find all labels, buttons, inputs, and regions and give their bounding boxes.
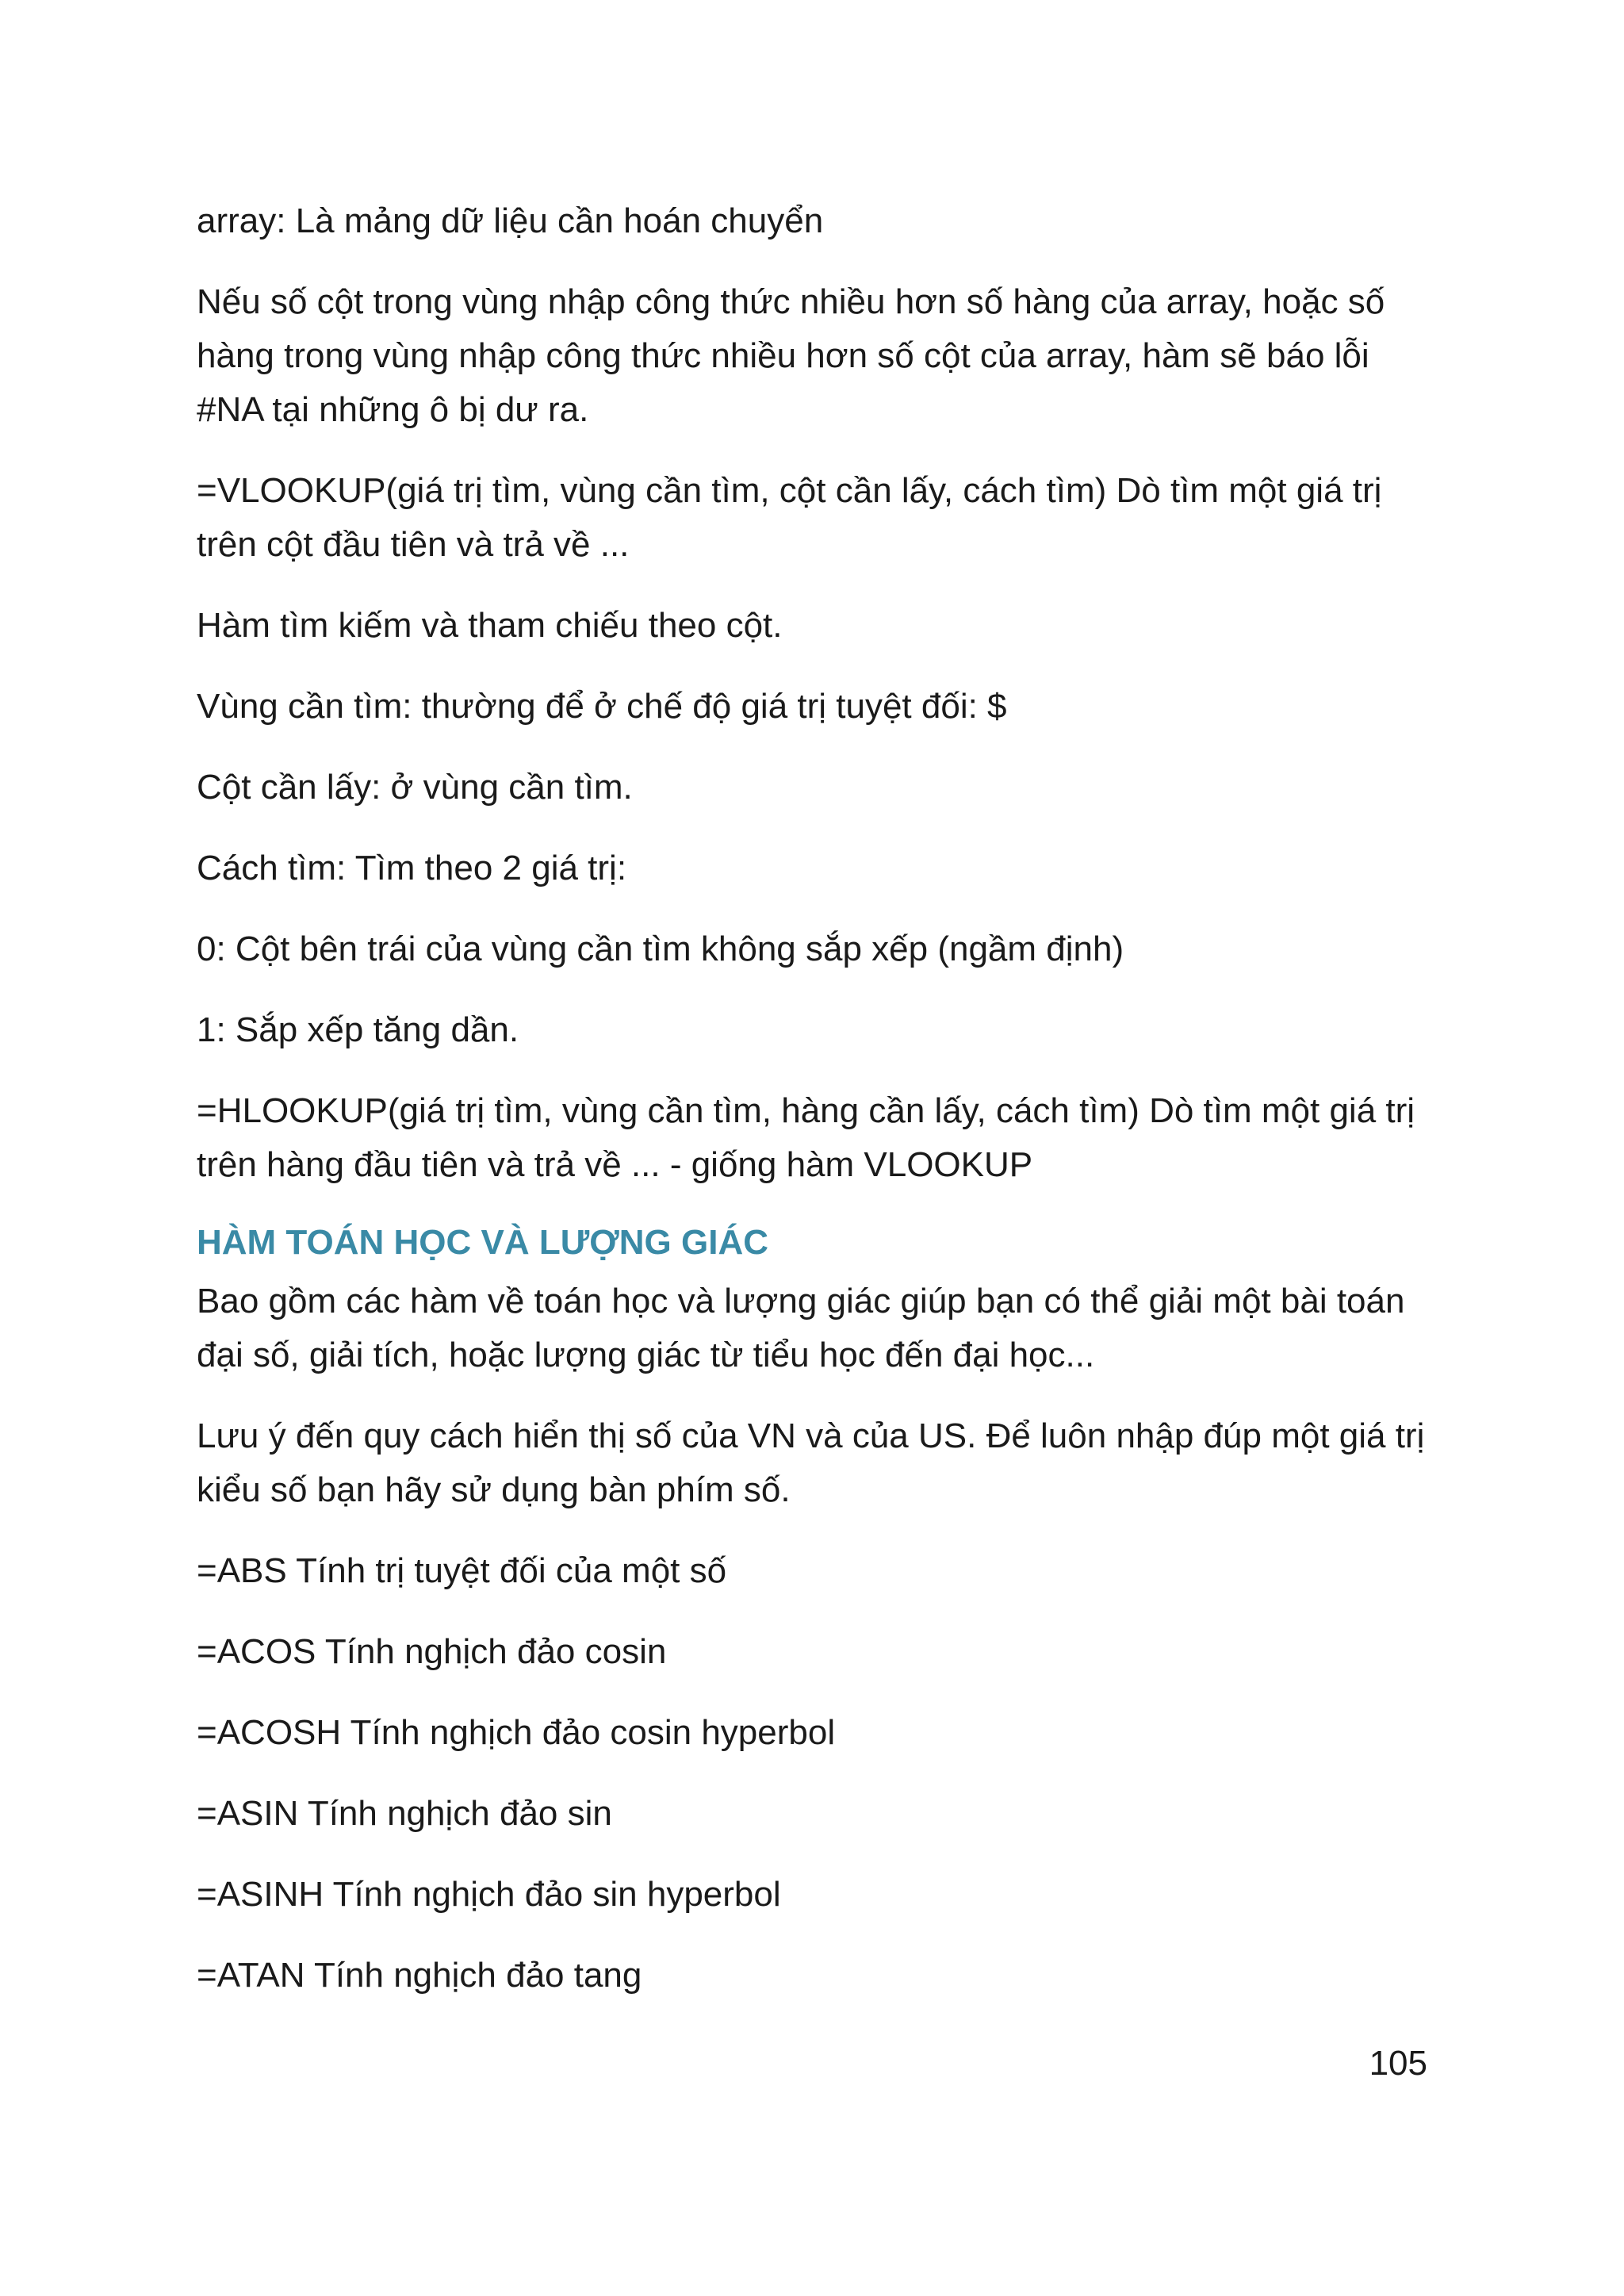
- paragraph-asinh: =ASINH Tính nghịch đảo sin hyperbol: [197, 1875, 781, 1914]
- paragraph-search-method: Cách tìm: Tìm theo 2 giá trị:: [197, 849, 627, 887]
- paragraph-na-error: Nếu số cột trong vùng nhập công thức nhiều hơn số hàng của array, hoặc số hàng trong vùng nhập công thức nhiều hơn số cột của array, hàm sẽ báo lỗi #NA tại những ô bị dư ra.: [197, 282, 1385, 429]
- section-heading: HÀM TOÁN HỌC VÀ LƯỢNG GIÁC: [197, 1223, 768, 1262]
- paragraph-option-zero: 0: Cột bên trái của vùng cần tìm không sắp xếp (ngầm định): [197, 930, 1124, 968]
- paragraph-hlookup: =HLOOKUP(giá trị tìm, vùng cần tìm, hàng cần lấy, cách tìm) Dò tìm một giá trị trên hàng đầu tiên và trả về ... - giống hàm VLOOKUP: [197, 1091, 1415, 1184]
- paragraph-array-definition: array: Là mảng dữ liệu cần hoán chuyển: [197, 201, 824, 240]
- paragraph-lookup-range: Vùng cần tìm: thường để ở chế độ giá trị tuyệt đối: $: [197, 687, 1007, 726]
- paragraph-acos: =ACOS Tính nghịch đảo cosin: [197, 1632, 667, 1671]
- paragraph-asin: =ASIN Tính nghịch đảo sin: [197, 1794, 612, 1833]
- page-content: [197, 194, 1434, 2030]
- page-number: 105: [1369, 2044, 1427, 2083]
- paragraph-option-one: 1: Sắp xếp tăng dần.: [197, 1010, 519, 1049]
- paragraph-column-to-get: Cột cần lấy: ở vùng cần tìm.: [197, 768, 633, 807]
- paragraph-acosh: =ACOSH Tính nghịch đảo cosin hyperbol: [197, 1713, 836, 1752]
- paragraph-atan: =ATAN Tính nghịch đảo tang: [197, 1956, 642, 1995]
- paragraph-math-intro: Bao gồm các hàm về toán học và lượng giác giúp bạn có thể giải một bài toán đại số, giải tích, hoặc lượng giác từ tiểu học đến đại học...: [197, 1282, 1405, 1374]
- paragraph-number-format-note: Lưu ý đến quy cách hiển thị số của VN và của US. Để luôn nhập đúp một giá trị kiểu số bạn hãy sử dụng bàn phím số.: [197, 1416, 1425, 1509]
- paragraph-abs: =ABS Tính trị tuyệt đối của một số: [197, 1551, 727, 1590]
- paragraph-column-lookup: Hàm tìm kiếm và tham chiếu theo cột.: [197, 606, 783, 645]
- paragraph-vlookup: =VLOOKUP(giá trị tìm, vùng cần tìm, cột cần lấy, cách tìm) Dò tìm một giá trị trên cột đầu tiên và trả về ...: [197, 471, 1382, 564]
